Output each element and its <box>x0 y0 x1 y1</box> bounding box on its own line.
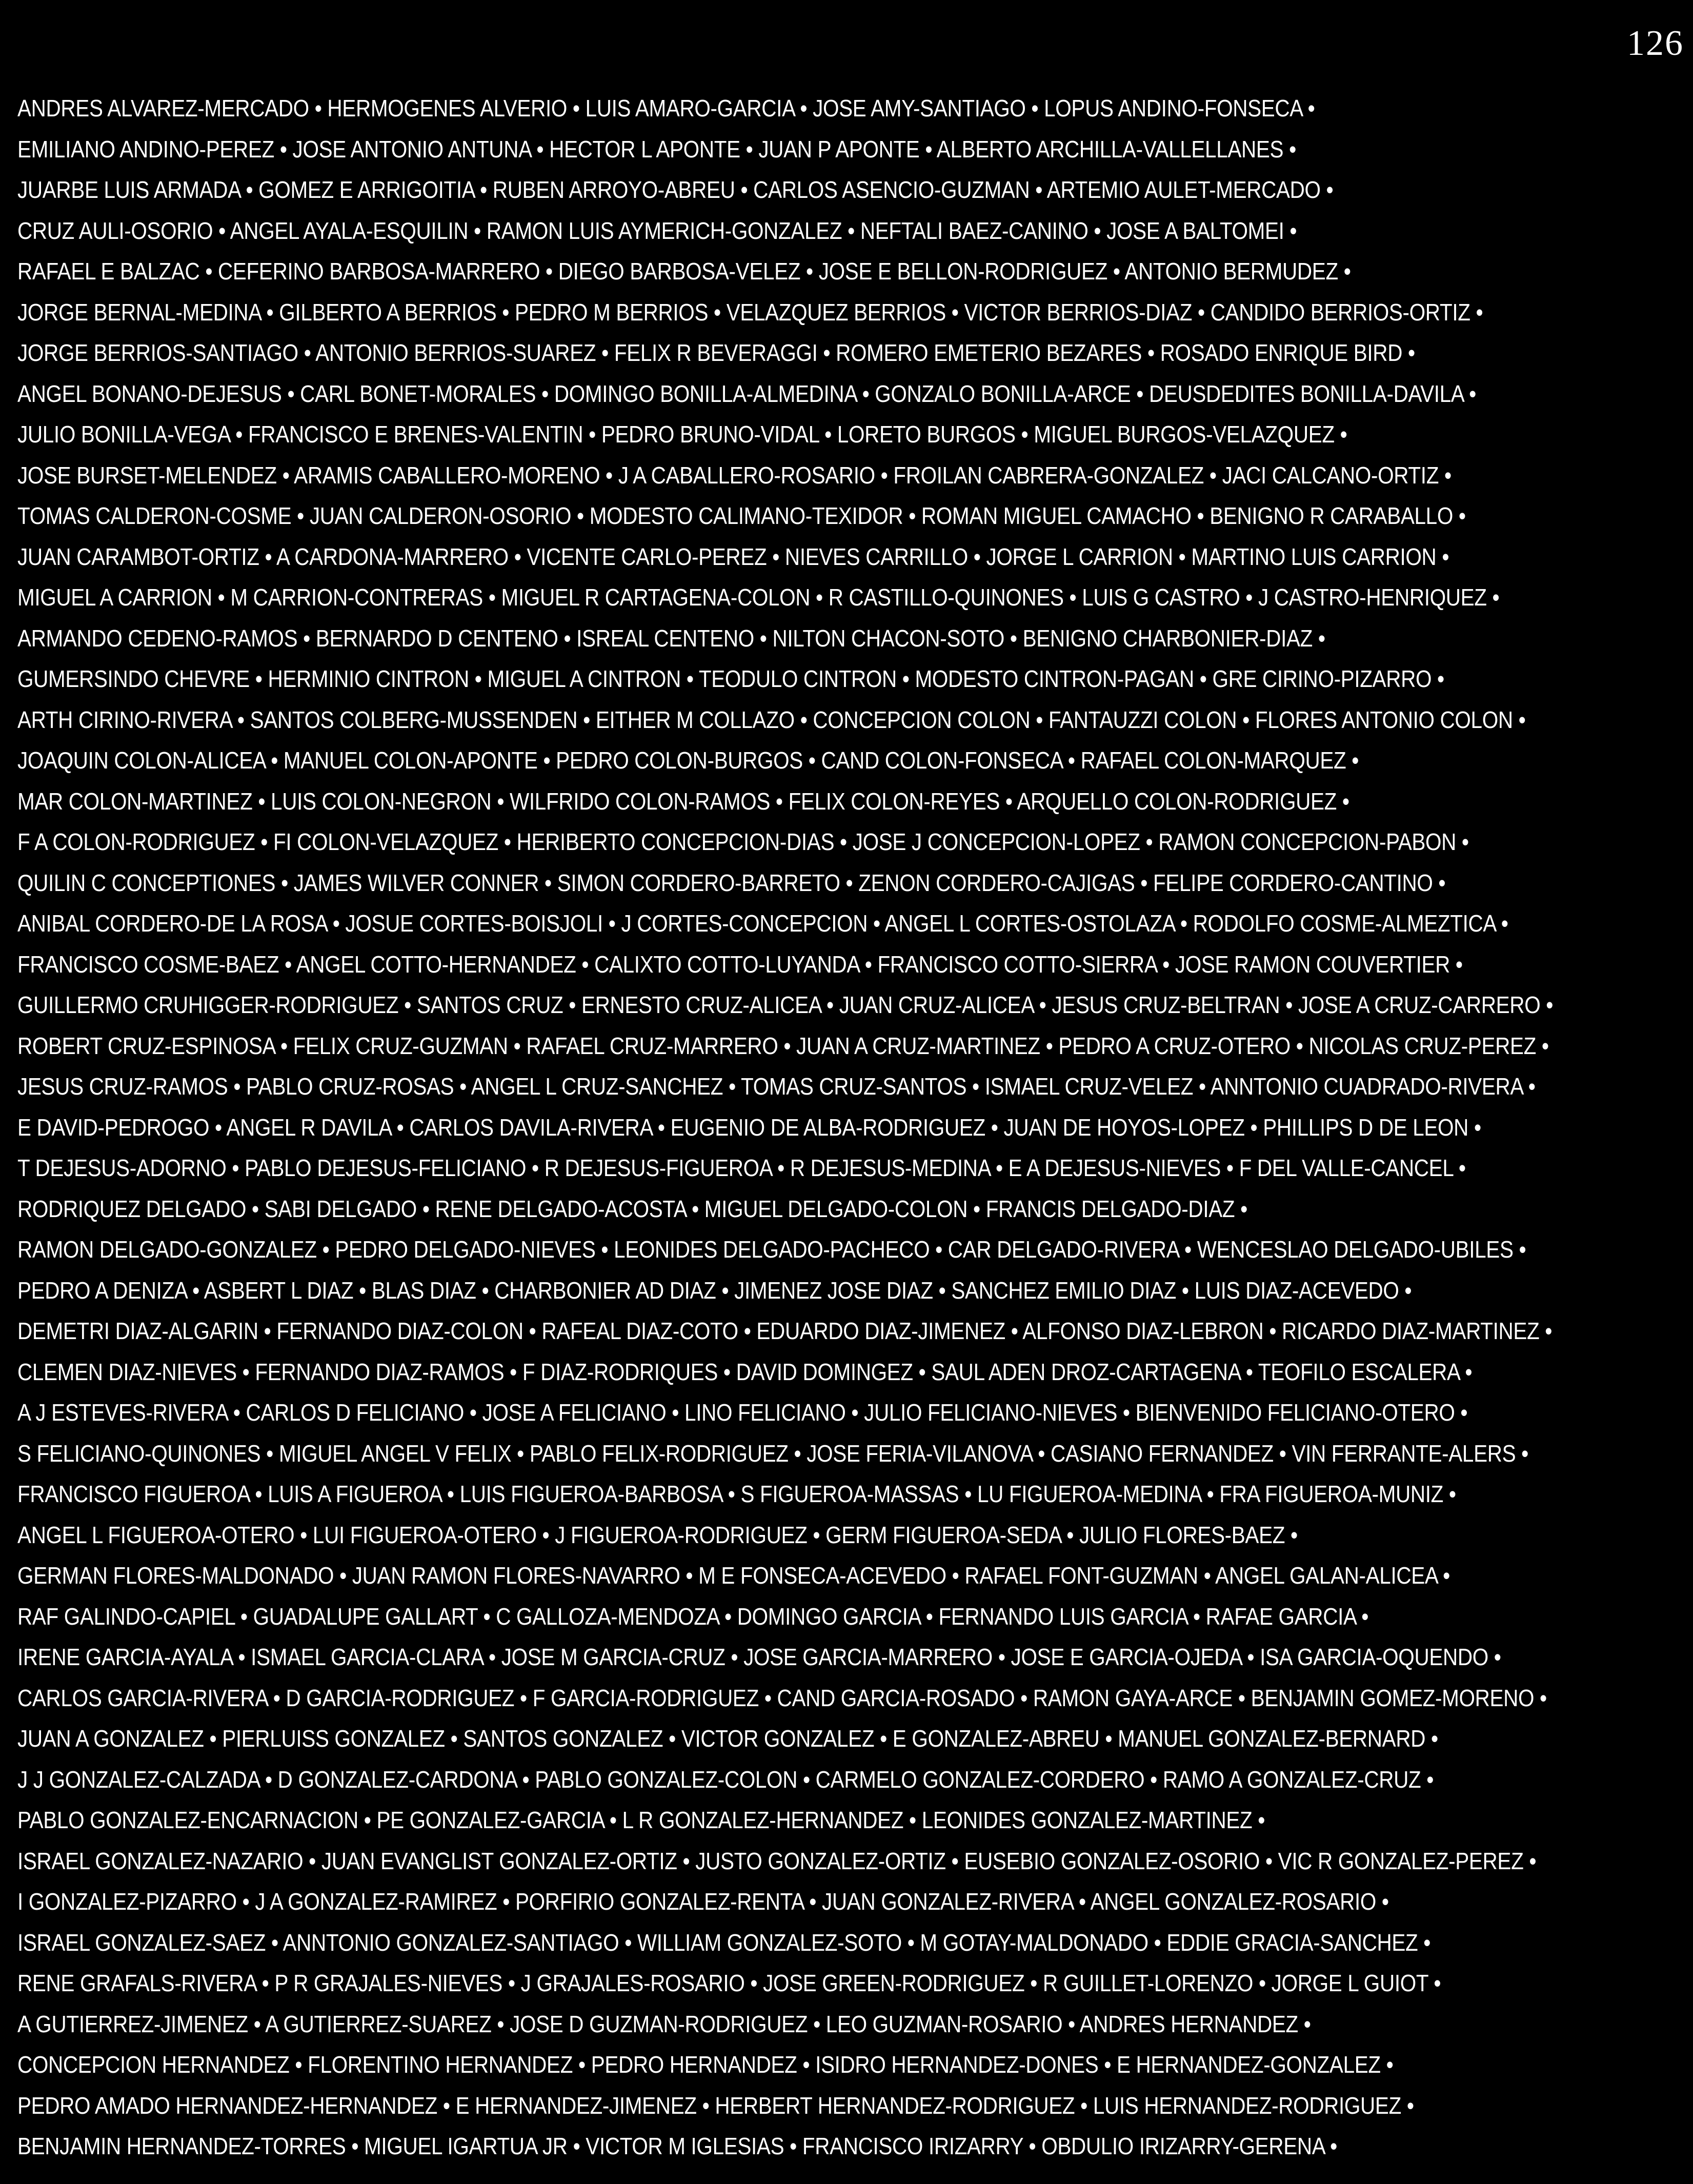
name-line: RODRIQUEZ DELGADO • SABI DELGADO • RENE DELGADO-ACOSTA • MIGUEL DELGADO-COLON • FRANCIS DELGADO-DIAZ • <box>17 1195 1247 1222</box>
name-line: IRENE GARCIA-AYALA • ISMAEL GARCIA-CLARA • JOSE M GARCIA-CRUZ • JOSE GARCIA-MARRERO • JOSE E GARCIA-OJEDA • ISA GARCIA-OQUENDO • <box>17 1644 1501 1670</box>
name-line: JOSE BURSET-MELENDEZ • ARAMIS CABALLERO-MORENO • J A CABALLERO-ROSARIO • FROILAN CABRERA-GONZALEZ • JACI CALCANO-ORTIZ • <box>17 461 1452 489</box>
name-line: CRUZ AULI-OSORIO • ANGEL AYALA-ESQUILIN • RAMON LUIS AYMERICH-GONZALEZ • NEFTALI BAEZ-CANINO • JOSE A BALTOMEI • <box>17 217 1297 244</box>
name-line: JORGE BERRIOS-SANTIAGO • ANTONIO BERRIOS-SUAREZ • FELIX R BEVERAGGI • ROMERO EMETERIO BEZARES • ROSADO ENRIQUE BIRD • <box>17 339 1415 366</box>
name-line: JUARBE LUIS ARMADA • GOMEZ E ARRIGOITIA • RUBEN ARROYO-ABREU • CARLOS ASENCIO-GUZMAN • ARTEMIO AULET-MERCADO • <box>17 176 1334 203</box>
name-line: ROBERT CRUZ-ESPINOSA • FELIX CRUZ-GUZMAN • RAFAEL CRUZ-MARRERO • JUAN A CRUZ-MARTINEZ • PEDRO A CRUZ-OTERO • NICOLAS CRUZ-PEREZ • <box>17 1032 1549 1059</box>
name-line: ISRAEL GONZALEZ-SAEZ • ANNTONIO GONZALEZ-SANTIAGO • WILLIAM GONZALEZ-SOTO • M GOTAY-MALDONADO • EDDIE GRACIA-SANCHEZ • <box>17 1929 1431 1956</box>
name-line: I GONZALEZ-PIZARRO • J A GONZALEZ-RAMIREZ • PORFIRIO GONZALEZ-RENTA • JUAN GONZALEZ-RIVERA • ANGEL GONZALEZ-ROSARIO • <box>17 1888 1389 1915</box>
name-line: F A COLON-RODRIGUEZ • FI COLON-VELAZQUEZ • HERIBERTO CONCEPCION-DIAS • JOSE J CONCEPCION-LOPEZ • RAMON CONCEPCION-PABON • <box>17 828 1469 855</box>
name-line: ANDRES ALVAREZ-MERCADO • HERMOGENES ALVERIO • LUIS AMARO-GARCIA • JOSE AMY-SANTIAGO • LOPUS ANDINO-FONSECA • <box>17 95 1315 122</box>
name-line: GUMERSINDO CHEVRE • HERMINIO CINTRON • MIGUEL A CINTRON • TEODULO CINTRON • MODESTO CINTRON-PAGAN • GRE CIRINO-PIZARRO • <box>17 665 1444 692</box>
name-line: ISRAEL GONZALEZ-NAZARIO • JUAN EVANGLIST GONZALEZ-ORTIZ • JUSTO GONZALEZ-ORTIZ • EUSEBIO GONZALEZ-OSORIO • VIC R GONZALEZ-PEREZ • <box>17 1847 1537 1874</box>
name-line: PEDRO A DENIZA • ASBERT L DIAZ • BLAS DIAZ • CHARBONIER AD DIAZ • JIMENEZ JOSE DIAZ • SANCHEZ EMILIO DIAZ • LUIS DIAZ-ACEVEDO • <box>17 1277 1412 1304</box>
name-line: PABLO GONZALEZ-ENCARNACION • PE GONZALEZ-GARCIA • L R GONZALEZ-HERNANDEZ • LEONIDES GONZALEZ-MARTINEZ • <box>17 1807 1265 1833</box>
name-line: ARTH CIRINO-RIVERA • SANTOS COLBERG-MUSSENDEN • EITHER M COLLAZO • CONCEPCION COLON • FANTAUZZI COLON • FLORES ANTONIO COLON • <box>17 706 1526 733</box>
name-line: GUILLERMO CRUHIGGER-RODRIGUEZ • SANTOS CRUZ • ERNESTO CRUZ-ALICEA • JUAN CRUZ-ALICEA • JESUS CRUZ-BELTRAN • JOSE A CRUZ-CARRERO • <box>17 992 1554 1018</box>
name-line: TOMAS CALDERON-COSME • JUAN CALDERON-OSORIO • MODESTO CALIMANO-TEXIDOR • ROMAN MIGUEL CAMACHO • BENIGNO R CARABALLO • <box>17 502 1466 529</box>
name-line: JULIO BONILLA-VEGA • FRANCISCO E BRENES-VALENTIN • PEDRO BRUNO-VIDAL • LORETO BURGOS • MIGUEL BURGOS-VELAZQUEZ • <box>17 421 1347 448</box>
name-line: DEMETRI DIAZ-ALGARIN • FERNANDO DIAZ-COLON • RAFEAL DIAZ-COTO • EDUARDO DIAZ-JIMENEZ • ALFONSO DIAZ-LEBRON • RICARDO DIAZ-MARTINEZ • <box>17 1318 1553 1344</box>
name-line: ANGEL BONANO-DEJESUS • CARL BONET-MORALES • DOMINGO BONILLA-ALMEDINA • GONZALO BONILLA-ARCE • DEUSDEDITES BONILLA-DAVILA • <box>17 380 1476 407</box>
name-line: S FELICIANO-QUINONES • MIGUEL ANGEL V FELIX • PABLO FELIX-RODRIGUEZ • JOSE FERIA-VILANOVA • CASIANO FERNANDEZ • VIN FERRANTE-ALERS • <box>17 1440 1528 1467</box>
name-line: BENJAMIN HERNANDEZ-TORRES • MIGUEL IGARTUA JR • VICTOR M IGLESIAS • FRANCISCO IRIZARRY • OBDULIO IRIZARRY-GERENA • <box>17 2133 1337 2159</box>
name-line: FRANCISCO FIGUEROA • LUIS A FIGUEROA • LUIS FIGUEROA-BARBOSA • S FIGUEROA-MASSAS • LU FIGUEROA-MEDINA • FRA FIGUEROA-MUNIZ • <box>17 1481 1456 1507</box>
name-line: RENE GRAFALS-RIVERA • P R GRAJALES-NIEVES • J GRAJALES-ROSARIO • JOSE GREEN-RODRIGUEZ • R GUILLET-LORENZO • JORGE L GUIOT • <box>17 1970 1441 1996</box>
name-line: A J ESTEVES-RIVERA • CARLOS D FELICIANO • JOSE A FELICIANO • LINO FELICIANO • JULIO FELICIANO-NIEVES • BIENVENIDO FELICIANO-OTERO • <box>17 1399 1468 1426</box>
name-line: ARMANDO CEDENO-RAMOS • BERNARDO D CENTENO • ISREAL CENTENO • NILTON CHACON-SOTO • BENIGNO CHARBONIER-DIAZ • <box>17 624 1325 652</box>
name-line: FRANCISCO COSME-BAEZ • ANGEL COTTO-HERNANDEZ • CALIXTO COTTO-LUYANDA • FRANCISCO COTTO-SIERRA • JOSE RAMON COUVERTIER • <box>17 951 1463 978</box>
name-line: MIGUEL A CARRION • M CARRION-CONTRERAS • MIGUEL R CARTAGENA-COLON • R CASTILLO-QUINONES • LUIS G CASTRO • J CASTRO-HENRIQUEZ • <box>17 584 1500 611</box>
name-list <box>17 88 1689 2167</box>
name-line: QUILIN C CONCEPTIONES • JAMES WILVER CONNER • SIMON CORDERO-BARRETO • ZENON CORDERO-CAJIGAS • FELIPE CORDERO-CANTINO • <box>17 869 1446 896</box>
name-line: GERMAN FLORES-MALDONADO • JUAN RAMON FLORES-NAVARRO • M E FONSECA-ACEVEDO • RAFAEL FONT-GUZMAN • ANGEL GALAN-ALICEA • <box>17 1562 1450 1589</box>
name-line: CARLOS GARCIA-RIVERA • D GARCIA-RODRIGUEZ • F GARCIA-RODRIGUEZ • CAND GARCIA-ROSADO • RAMON GAYA-ARCE • BENJAMIN GOMEZ-MORENO • <box>17 1684 1547 1711</box>
name-line: CLEMEN DIAZ-NIEVES • FERNANDO DIAZ-RAMOS • F DIAZ-RODRIQUES • DAVID DOMINGEZ • SAUL ADEN DROZ-CARTAGENA • TEOFILO ESCALERA • <box>17 1358 1473 1385</box>
name-line: ANGEL L FIGUEROA-OTERO • LUI FIGUEROA-OTERO • J FIGUEROA-RODRIGUEZ • GERM FIGUEROA-SEDA • JULIO FLORES-BAEZ • <box>17 1521 1298 1548</box>
name-line: JESUS CRUZ-RAMOS • PABLO CRUZ-ROSAS • ANGEL L CRUZ-SANCHEZ • TOMAS CRUZ-SANTOS • ISMAEL CRUZ-VELEZ • ANNTONIO CUADRADO-RIVERA • <box>17 1073 1536 1100</box>
name-line: JORGE BERNAL-MEDINA • GILBERTO A BERRIOS • PEDRO M BERRIOS • VELAZQUEZ BERRIOS • VICTOR BERRIOS-DIAZ • CANDIDO BERRIOS-ORTIZ • <box>17 298 1483 326</box>
name-line: EMILIANO ANDINO-PEREZ • JOSE ANTONIO ANTUNA • HECTOR L APONTE • JUAN P APONTE • ALBERTO ARCHILLA-VALLELLANES • <box>17 135 1296 163</box>
name-line: PEDRO AMADO HERNANDEZ-HERNANDEZ • E HERNANDEZ-JIMENEZ • HERBERT HERNANDEZ-RODRIGUEZ • LUIS HERNANDEZ-RODRIGUEZ • <box>17 2092 1414 2119</box>
name-line: T DEJESUS-ADORNO • PABLO DEJESUS-FELICIANO • R DEJESUS-FIGUEROA • R DEJESUS-MEDINA • E A DEJESUS-NIEVES • F DEL VALLE-CANCEL • <box>17 1155 1466 1181</box>
name-line: RAMON DELGADO-GONZALEZ • PEDRO DELGADO-NIEVES • LEONIDES DELGADO-PACHECO • CAR DELGADO-RIVERA • WENCESLAO DELGADO-UBILES • <box>17 1236 1526 1263</box>
name-line: JUAN CARAMBOT-ORTIZ • A CARDONA-MARRERO • VICENTE CARLO-PEREZ • NIEVES CARRILLO • JORGE L CARRION • MARTINO LUIS CARRION • <box>17 543 1449 570</box>
name-line: RAF GALINDO-CAPIEL • GUADALUPE GALLART • C GALLOZA-MENDOZA • DOMINGO GARCIA • FERNANDO LUIS GARCIA • RAFAE GARCIA • <box>17 1603 1369 1630</box>
name-line: J J GONZALEZ-CALZADA • D GONZALEZ-CARDONA • PABLO GONZALEZ-COLON • CARMELO GONZALEZ-CORDERO • RAMO A GONZALEZ-CRUZ • <box>17 1766 1434 1793</box>
name-line: CONCEPCION HERNANDEZ • FLORENTINO HERNANDEZ • PEDRO HERNANDEZ • ISIDRO HERNANDEZ-DONES • E HERNANDEZ-GONZALEZ • <box>17 2051 1394 2078</box>
page-number: 126 <box>1627 24 1684 63</box>
name-line: A GUTIERREZ-JIMENEZ • A GUTIERREZ-SUAREZ • JOSE D GUZMAN-RODRIGUEZ • LEO GUZMAN-ROSARIO • ANDRES HERNANDEZ • <box>17 2010 1311 2037</box>
name-line: MAR COLON-MARTINEZ • LUIS COLON-NEGRON • WILFRIDO COLON-RAMOS • FELIX COLON-REYES • ARQUELLO COLON-RODRIGUEZ • <box>17 787 1349 815</box>
name-line: JOAQUIN COLON-ALICEA • MANUEL COLON-APONTE • PEDRO COLON-BURGOS • CAND COLON-FONSECA • RAFAEL COLON-MARQUEZ • <box>17 747 1359 774</box>
name-line: E DAVID-PEDROGO • ANGEL R DAVILA • CARLOS DAVILA-RIVERA • EUGENIO DE ALBA-RODRIGUEZ • JUAN DE HOYOS-LOPEZ • PHILLIPS D DE LEON • <box>17 1114 1481 1141</box>
name-line: RAFAEL E BALZAC • CEFERINO BARBOSA-MARRERO • DIEGO BARBOSA-VELEZ • JOSE E BELLON-RODRIGUEZ • ANTONIO BERMUDEZ • <box>17 258 1351 285</box>
name-line: ANIBAL CORDERO-DE LA ROSA • JOSUE CORTES-BOISJOLI • J CORTES-CONCEPCION • ANGEL L CORTES-OSTOLAZA • RODOLFO COSME-ALMEZTICA • <box>17 910 1508 937</box>
name-line: JUAN A GONZALEZ • PIERLUISS GONZALEZ • SANTOS GONZALEZ • VICTOR GONZALEZ • E GONZALEZ-ABREU • MANUEL GONZALEZ-BERNARD • <box>17 1725 1438 1752</box>
